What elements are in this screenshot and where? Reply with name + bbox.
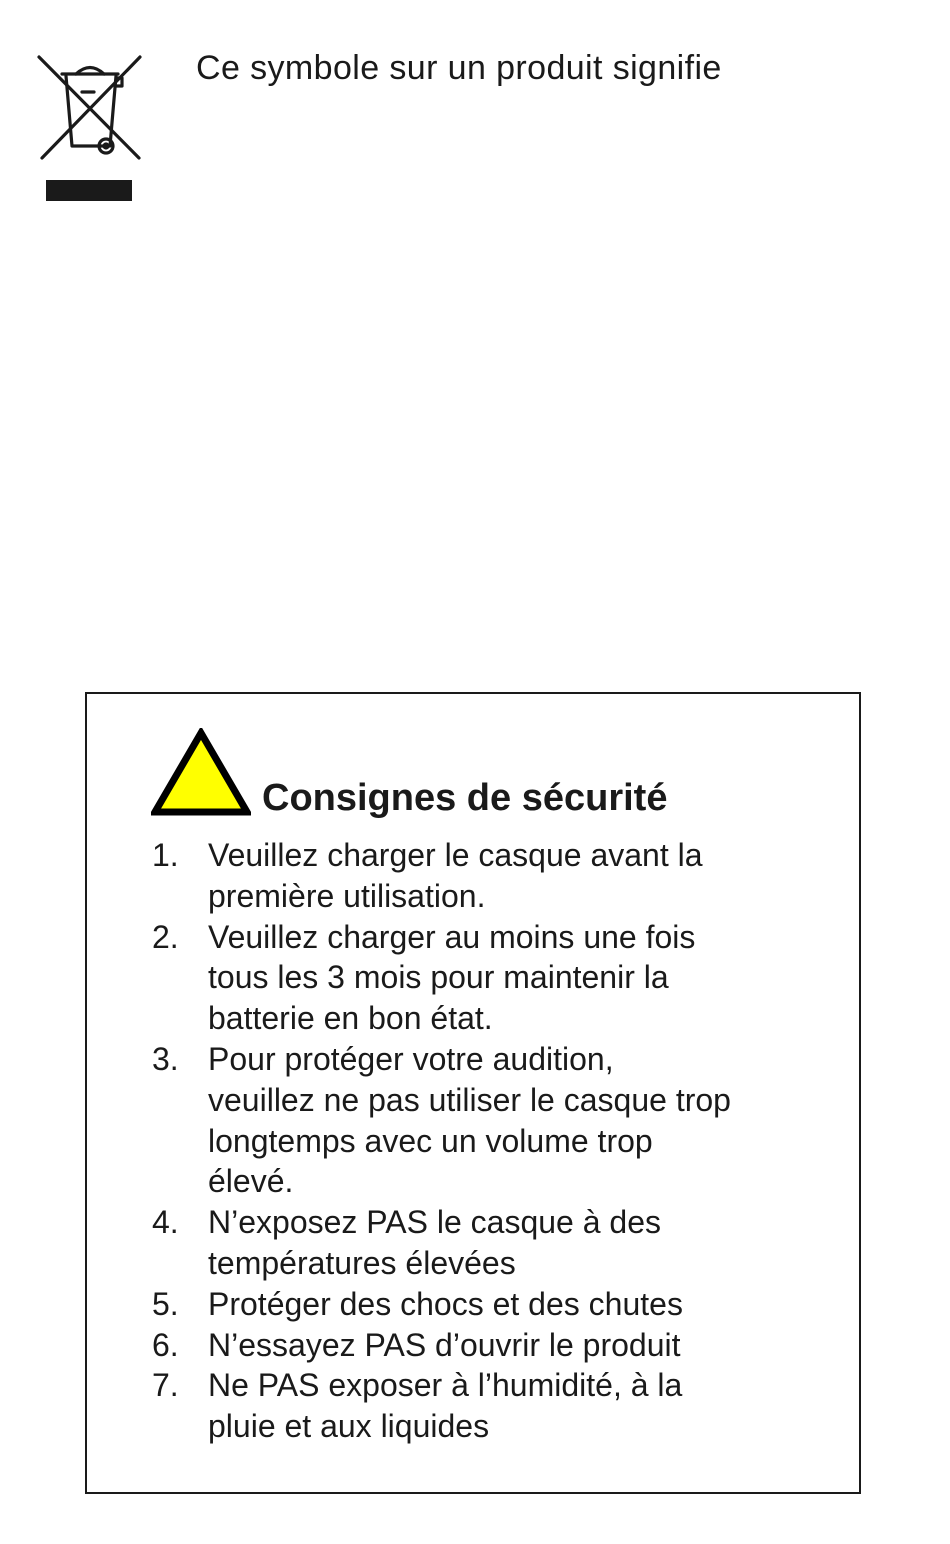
safety-instructions-list: [152, 835, 808, 1447]
item-text-line: pluie et aux liquides: [208, 1408, 490, 1445]
list-item: [152, 1039, 808, 1202]
item-text-line: Ne PAS exposer à l’humidité, à la: [208, 1367, 683, 1404]
item-text-line: N’essayez PAS d’ouvrir le produit: [208, 1326, 681, 1363]
list-item: [152, 1284, 808, 1325]
item-number: 3.: [152, 1040, 179, 1077]
item-number: 6.: [152, 1326, 179, 1363]
item-text-line: températures élevées: [208, 1244, 516, 1281]
item-number: 5.: [152, 1285, 179, 1322]
item-number: 2.: [152, 918, 179, 955]
item-number: 7.: [152, 1367, 179, 1404]
list-item: [152, 1325, 808, 1366]
item-text-line: tous les 3 mois pour maintenir la: [208, 959, 669, 996]
list-item: [152, 1365, 808, 1447]
item-text-line: Protéger des chocs et des chutes: [208, 1285, 683, 1322]
warning-triangle-icon: [151, 728, 251, 816]
disposal-notice-text: Ce symbole sur un produit signifie: [196, 49, 722, 87]
list-item: [152, 835, 808, 917]
list-item: [152, 1202, 808, 1284]
item-number: 4.: [152, 1204, 179, 1241]
item-text-line: Pour protéger votre audition,: [208, 1040, 614, 1077]
list-item: [152, 917, 808, 1039]
item-text-line: Veuillez charger au moins une fois: [208, 918, 696, 955]
weee-underline-bar: [46, 180, 132, 201]
item-text-line: longtemps avec un volume trop: [208, 1122, 653, 1159]
item-text-line: Veuillez charger le casque avant la: [208, 837, 703, 873]
item-text-line: N’exposez PAS le casque à des: [208, 1204, 661, 1241]
crossed-out-wheelie-bin-icon: [36, 52, 144, 164]
item-text-line: première utilisation.: [208, 877, 486, 914]
safety-title: Consignes de sécurité: [262, 777, 668, 819]
item-text-line: batterie en bon état.: [208, 1000, 493, 1037]
item-text-line: élevé.: [208, 1163, 294, 1200]
item-text-line: veuillez ne pas utiliser le casque trop: [208, 1081, 731, 1118]
item-number: 1.: [152, 837, 179, 873]
